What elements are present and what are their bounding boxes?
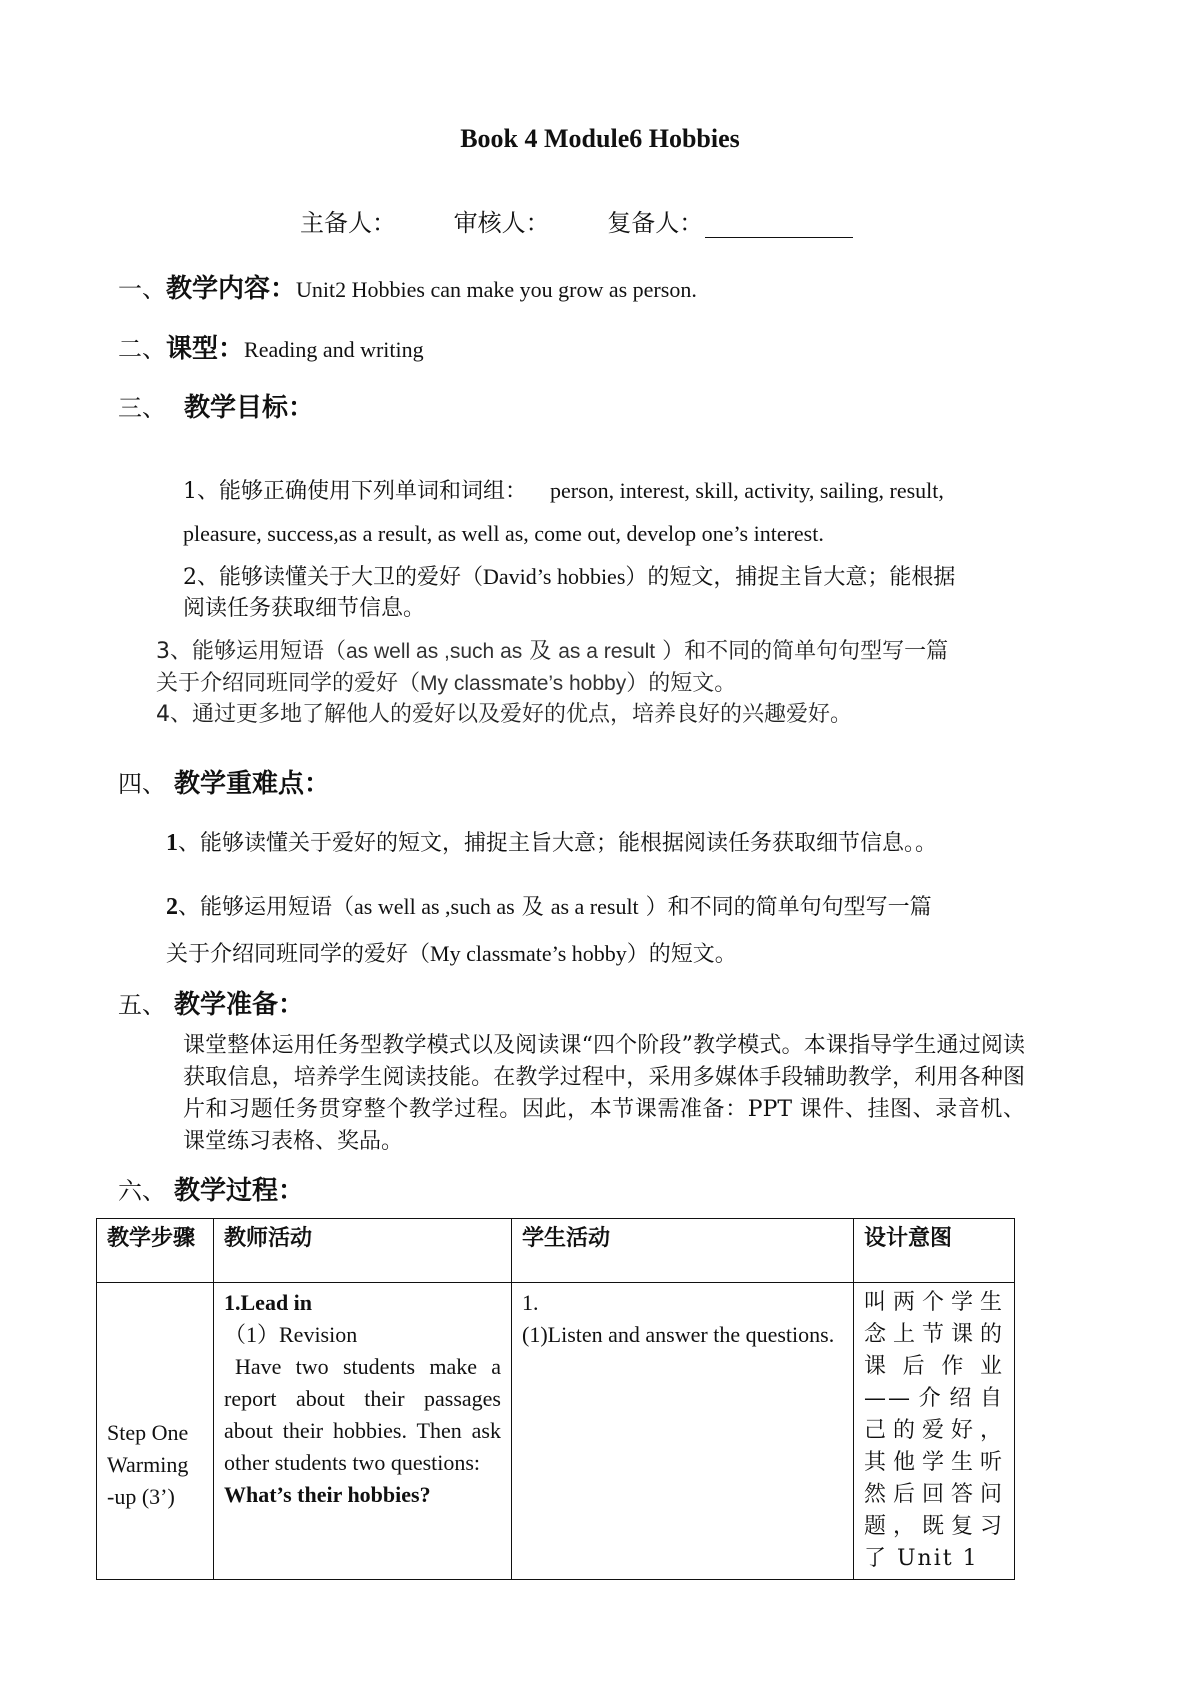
objective-3-zh: 3、能够运用短语（ xyxy=(156,639,346,664)
objective-3-line2 xyxy=(156,666,736,697)
section-number: 一、 xyxy=(118,275,166,303)
section-key-points xyxy=(118,763,330,800)
section-number: 三、 xyxy=(118,394,166,422)
step-line-3: -up (3’) xyxy=(107,1484,175,1509)
section-preparation xyxy=(118,984,304,1021)
step-cell xyxy=(97,1283,214,1580)
section-heading: 教学重难点： xyxy=(174,769,331,799)
section-heading: 教学准备： xyxy=(174,990,305,1020)
key-point-2-zh2: 及 xyxy=(514,895,551,920)
objective-2-line2: 阅读任务获取细节信息。 xyxy=(183,596,426,621)
section-value: Reading and writing xyxy=(244,337,424,362)
teaching-process-table xyxy=(96,1218,1015,1580)
objective-3-zh2: 及 xyxy=(522,639,559,664)
teacher-activity-body: Have two students make a report about their passages about their hobbies. Then ask other students two questions: xyxy=(224,1354,501,1475)
page-title: Book 4 Module6 Hobbies xyxy=(460,124,740,153)
section-number: 五、 xyxy=(118,991,166,1019)
header-teacher: 教师活动 xyxy=(214,1219,512,1283)
teacher-activity-question: What’s their hobbies? xyxy=(224,1482,431,1507)
key-point-2-en2: as a result xyxy=(550,894,639,919)
objective-3b-zh2: ）的短文。 xyxy=(626,671,737,696)
step-line-1: Step One xyxy=(107,1420,189,1445)
section-heading: 课型： xyxy=(166,334,245,364)
objective-3b-zh: 关于介绍同班同学的爱好（ xyxy=(156,671,421,696)
section-teaching-content xyxy=(118,268,697,305)
section-number: 四、 xyxy=(118,770,166,798)
student-activity-num: 1. xyxy=(522,1290,539,1315)
key-point-2b-zh: 关于介绍同班同学的爱好（ xyxy=(166,942,431,967)
design-intent-cell: 叫两个学生念上节课的课后作业——介绍自己的爱好，其他学生听然后回答问题，既复习了 Unit 1 xyxy=(854,1283,1015,1580)
objective-1-line2 xyxy=(183,521,824,547)
re-preparer-blank xyxy=(705,211,853,238)
key-point-2-zh3: ）和不同的简单句句型写一篇 xyxy=(638,895,932,920)
header-step: 教学步骤 xyxy=(97,1219,214,1283)
main-preparer-label: 主备人： xyxy=(300,209,396,237)
objective-3-en1: as well as ,such as xyxy=(346,640,523,663)
objective-2-zh2: ）的短文，捕捉主旨大意；能根据 xyxy=(625,565,956,590)
objective-3-en2: as a result xyxy=(558,640,656,663)
objective-3b-en: My classmate’s hobby xyxy=(420,672,627,695)
section-number: 二、 xyxy=(118,335,166,363)
header-design: 设计意图 xyxy=(854,1219,1015,1283)
key-point-2b-en: My classmate’s hobby xyxy=(430,941,627,966)
teacher-activity-cell xyxy=(214,1283,512,1580)
teacher-activity-title: 1.Lead in xyxy=(224,1290,313,1315)
key-point-2-zh: 、能够运用短语（ xyxy=(178,895,355,920)
header-student: 学生活动 xyxy=(512,1219,854,1283)
key-point-2-num: 2 xyxy=(166,894,178,920)
section-value: Unit2 Hobbies can make you grow as person. xyxy=(296,277,697,302)
key-point-1 xyxy=(166,826,937,857)
section-heading: 教学目标： xyxy=(184,393,315,423)
step-line-2: Warming xyxy=(107,1452,189,1477)
preparer-line xyxy=(300,203,853,238)
objective-3-zh3: ）和不同的简单句句型写一篇 xyxy=(655,639,949,664)
section-process xyxy=(118,1170,304,1207)
student-activity-body: (1)Listen and answer the questions. xyxy=(522,1322,835,1347)
key-point-2b-zh2: ）的短文。 xyxy=(626,942,737,967)
section-heading: 教学内容： xyxy=(166,274,297,304)
key-point-1-text: 、能够读懂关于爱好的短文，捕捉主旨大意；能根据阅读任务获取细节信息。。 xyxy=(178,831,938,856)
section-number: 六、 xyxy=(118,1177,166,1205)
table-header-row xyxy=(97,1219,1015,1283)
objective-1-en: person, interest, skill, activity, sailing, result, xyxy=(550,478,944,503)
objective-4: 4、通过更多地了解他人的爱好以及爱好的优点，培养良好的兴趣爱好。 xyxy=(156,702,852,727)
objective-1 xyxy=(183,474,944,505)
objective-1-words: pleasure, success,as a result, as well as, come out, develop one’s interest. xyxy=(183,521,824,546)
objective-3 xyxy=(156,634,948,665)
preparation-paragraph: 课堂整体运用任务型教学模式以及阅读课“四个阶段”教学模式。本课指导学生通过阅读获取信息，培养学生阅读技能。在教学过程中，采用多媒体手段辅助教学，利用各种图片和习题任务贯穿整个教学过程。因此，本节课需准备：PPT 课件、挂图、录音机、课堂练习表格、奖品。 xyxy=(183,1033,1025,1154)
key-point-2 xyxy=(166,890,932,921)
reviewer-label: 审核人： xyxy=(453,209,550,237)
student-activity-cell xyxy=(512,1283,854,1580)
objective-1-zh: 1、能够正确使用下列单词和词组： xyxy=(183,479,527,504)
section-heading: 教学过程： xyxy=(174,1176,305,1206)
table-row xyxy=(97,1283,1015,1580)
teacher-activity-subtitle: （1）Revision xyxy=(224,1322,358,1347)
key-point-1-num: 1 xyxy=(166,830,178,856)
objective-2-en: David’s hobbies xyxy=(483,564,626,589)
key-point-2-line2 xyxy=(166,937,737,968)
re-preparer-label: 复备人： xyxy=(607,209,704,237)
objective-2 xyxy=(183,560,955,591)
section-objectives xyxy=(118,387,314,424)
key-point-2-en1: as well as ,such as xyxy=(354,894,515,919)
section-lesson-type xyxy=(118,328,424,365)
objective-2-zh: 2、能够读懂关于大卫的爱好（ xyxy=(183,565,483,590)
